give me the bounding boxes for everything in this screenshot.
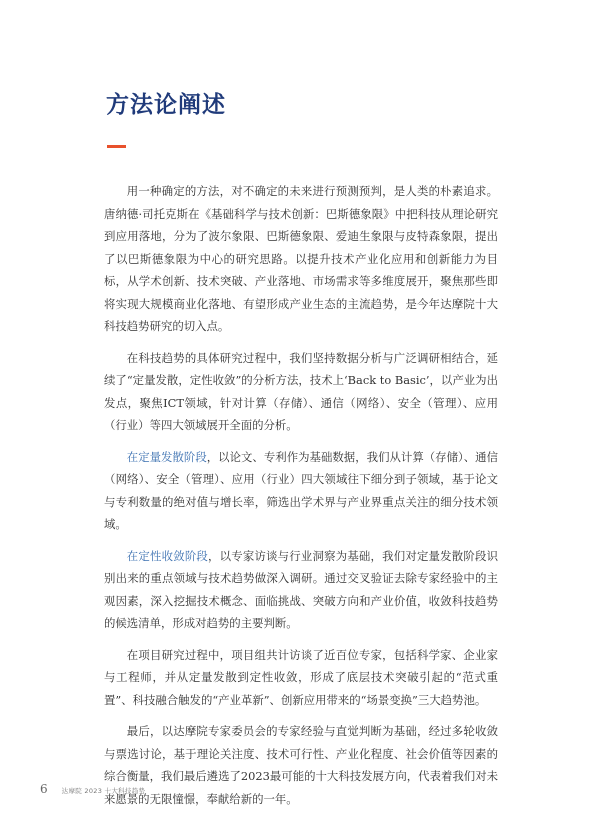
title-accent-bar	[107, 145, 126, 148]
paragraph-qualitative-stage	[104, 545, 498, 635]
paragraph-expert-interviews	[104, 644, 498, 712]
page-title: 方法论阐述	[106, 91, 226, 118]
paragraph-text: ，以专家访谈与行业洞察为基础，我们对定量发散阶段识别出来的重点领域与技术趋势做深入调研。通过交叉验证去除专家经验中的主观因素，深入挖掘技术概念、面临挑战、突破方向和产业价值，收敛科技趋势的候选清单，形成对趋势的主要判断。	[104, 548, 498, 630]
page-footer	[40, 782, 145, 798]
paragraph-text: 在科技趋势的具体研究过程中，我们坚持数据分析与广泛调研相结合，延续了“定量发散，定性收敛”的分析方法，技术上‘Back to Basic’，以产业为出发点，聚焦ICT领域，针对计算（存储）、通信（网络）、安全（管理）、应用（行业）等四大领域展开全面的分析。	[104, 350, 498, 432]
paragraph-highlight-qualitative: 在定性收敛阶段	[126, 548, 209, 563]
paragraph-intro	[104, 180, 498, 338]
footer-title: 达摩院 2023 十大科技趋势	[61, 787, 146, 795]
paragraph-conclusion	[104, 720, 498, 810]
body-text	[104, 180, 498, 819]
paragraph-text: 在项目研究过程中，项目组共计访谈了近百位专家，包括科学家、企业家与工程师，并从定量发散到定性收敛，形成了底层技术突破引起的“范式重置”、科技融合触发的“产业革新”、创新应用带来的“场景变换”三大趋势池。	[104, 647, 498, 707]
paragraph-highlight-quantitative: 在定量发散阶段	[126, 449, 207, 464]
paragraph-text: 用一种确定的方法，对不确定的未来进行预测预判，是人类的朴素追求。唐纳德·司托克斯在《基础科学与技术创新：巴斯德象限》中把科技从理论研究到应用落地，分为了波尔象限、巴斯德象限、爱迪生象限与皮特森象限，提出了以巴斯德象限为中心的研究思路。以提升技术产业化应用和创新能力为目标，从学术创新、技术突破、产业落地、市场需求等多维度展开，聚焦那些即将实现大规模商业化落地、有望形成产业生态的主流趋势，是今年达摩院十大科技趋势研究的切入点。	[104, 184, 498, 333]
paragraph-research-process	[104, 347, 498, 437]
paragraph-text: ，以论文、专利作为基础数据，我们从计算（存储）、通信（网络）、安全（管理）、应用（行业）四大领域往下细分到子领域，基于论文与专利数量的绝对值与增长率，筛选出学术界与产业界重点关注的细分技术领域。	[104, 449, 498, 531]
page-number: 6	[40, 782, 48, 796]
paragraph-quantitative-stage	[104, 446, 498, 536]
paragraph-text: 最后，以达摩院专家委员会的专家经验与直觉判断为基础，经过多轮收敛与票选讨论，基于理论关注度、技术可行性、产业化程度、社会价值等因素的综合衡量，我们最后遴选了2023最可能的十大科技发展方向，代表着我们对未来愿景的无限憧憬，奉献给新的一年。	[104, 724, 498, 806]
